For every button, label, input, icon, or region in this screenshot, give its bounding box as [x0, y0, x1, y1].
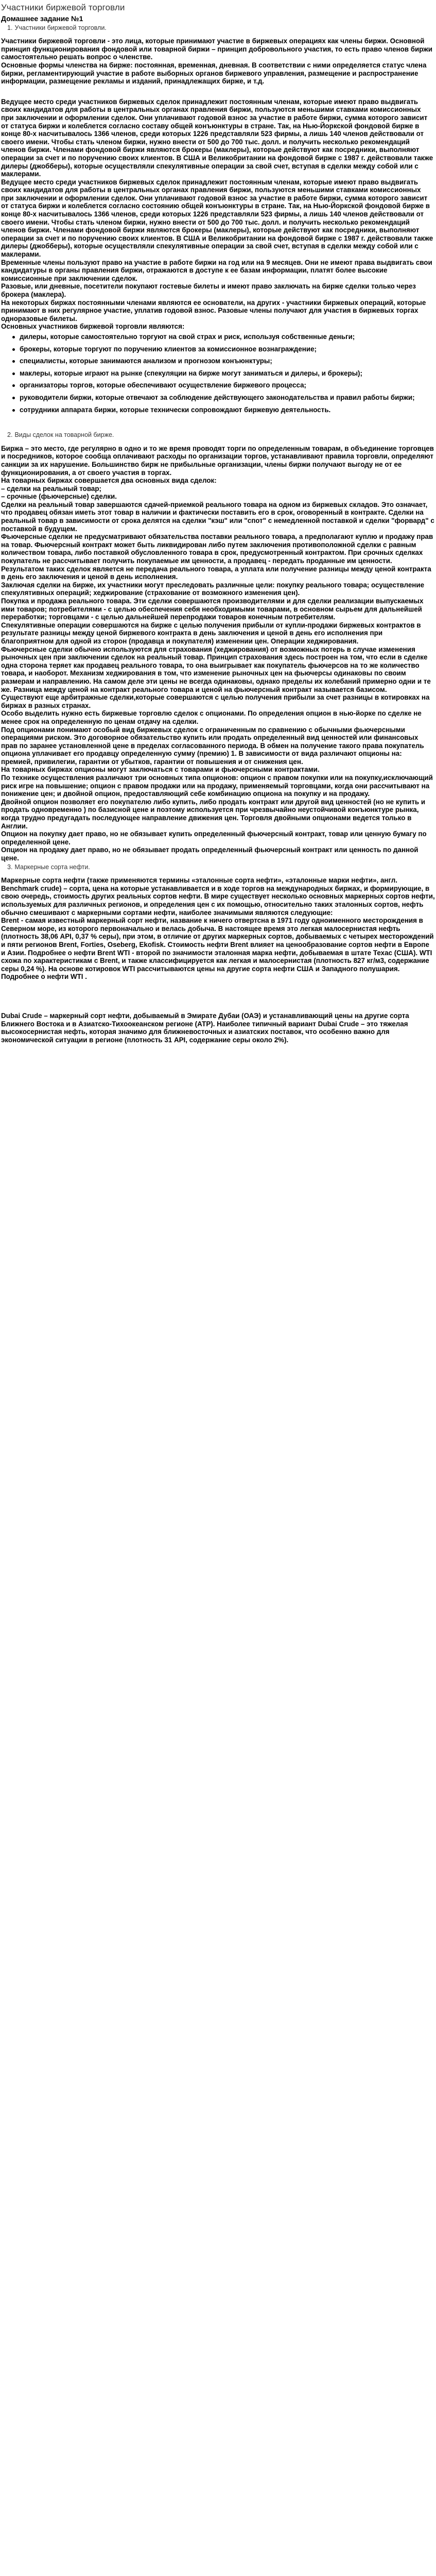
paragraph: Существуют еще арбитражные сделки,которые совершаются с целью получения прибыли за счет разницы в котировках на биржах в разных странах.: [1, 693, 430, 709]
participants-list: [10, 333, 435, 414]
list-item: маклеры, которые играют на рынке (спекуляции на бирже могут заниматься и дилеры, и брокеры);: [10, 369, 435, 378]
list-item: дилеры, которые самостоятельно торгуют на свой страх и риск, используя собственные деньги;: [10, 333, 435, 341]
list-item: специалисты, которые занимаются анализом и прогнозом конъюнктуры;: [10, 357, 435, 365]
page-title: Участники биржевой торговли: [1, 3, 125, 12]
paragraph: Временные члены пользуют право на участие в работе биржи на год или на 9 месяцев. Они не имеют права выдвигать свои кандидатуры в органы правления биржи, отражаются в доступе к ее базам информации, платят более высокие комиссионные при заключении сделок.: [1, 258, 432, 282]
section-title: Маркерные сорта нефти.: [14, 863, 90, 871]
paragraph: Двойной опцион позволяет его покупателю либо купить, либо продать контракт или другой вид ценностей (но не купить и продать одновременно ) по базисной цене и поэтому используется при чрезвычайно неустойчивой конъюнктуре рынка, когда трудно предугадать последующее направление движения цен. Торговля двойными опционами ведется только в Англии.: [1, 798, 426, 830]
paragraph: Ведущее место среди участников биржевых сделок принадлежит постоянным членам, которые имеют право выдвигать своих кандидатов для работы в центральных органах правления биржи, пользуются меньшими ставками комиссионных при заключении и оформлении сделок. Они уплачивают годовой взнос за участие в работе биржи, сумма которого зависит от статуса биржи и колеблется согласно составу общей конъюнктуры в стране. Так, на Нью-Йоркской фондовой бирже в конце 80-х насчитывалось 1366 членов, среди которых 1226 представляли 523 фирмы, а лишь 140 членов действовали от своего имени. Чтобы стать членом биржи, нужно внести от 500 до 700 тыс. долл. и получить несколько рекомендаций членов биржи. Членами фондовой биржи являются брокеры (маклеры), которые действуют как посредники, выполняют операции за счет и по поручению своих клиентов. В США и Великобритании на фондовой бирже с 1987 г. действовали также дилеры (джобберы), которые осуществляли спекулятивные операции за свой счет, вступая в сделки между собой или с маклерами.: [1, 97, 433, 178]
spacer: [1, 86, 435, 98]
paragraph: Заключая сделки на бирже, их участники могут преследовать различные цели: покупку реального товара; осуществление спекулятивных операций; хеджирование (страхование от возможного изменения цен).: [1, 581, 425, 597]
spacer: [1, 981, 435, 1012]
paragraph: На товарных биржах совершается два основных вида сделок:: [1, 477, 217, 485]
paragraph: Опцион на покупку дает право, но не обязывает купить определенный фьючерсный контракт, товар или ценную бумагу по определенной цене.: [1, 830, 427, 846]
paragraph: На товарных биржах опционы могут заключаться с товарами и фьючерсными контрактами.: [1, 766, 320, 774]
paragraph: Ведущее место среди участников биржевых сделок принадлежит постоянным членам, которые имеют право выдвигать своих кандидатов для работы в центральных органах правления биржи, пользуются меньшими ставками комиссионных при заключении и оформлении сделок. Они уплачивают годовой взнос за участие в работе биржи, сумма которого зависит от статуса биржи и колеблется согласно состоянию общей конъюнктуры в стране. Так, на Нью-Йоркской фондовой бирже в конце 80-х насчитывалось 1366 членов, среди которых 1226 представляли 523 фирмы, а лишь 140 членов действовали от своего имени. Чтобы стать членом биржи, нужно внести от 500 до 700 тыс. долл. и получить несколько рекомендаций членов биржи. Членами фондовой биржи являются брокеры (маклеры), которые действуют как посредники, выполняют операции за счет и по поручению своих клиентов. В США и Великобритании на фондовой бирже с 1987 г. действовали также дилеры (джобберы), которые осуществляли спекулятивные операции за свой счет, вступая в сделки между собой или с маклерами.: [1, 178, 433, 259]
list-item: сотрудники аппарата биржи, которые технически сопровождают биржевую деятельность.: [10, 406, 435, 414]
paragraph: На некоторых биржах постоянными членами являются ее основатели, на других - участники биржевых операций, которые принимают в них регулярное участие, уплатив годовой взнос. Разовые члены получают для участия в биржевых торгах одноразовые билеты.: [1, 298, 426, 323]
section-heading: [7, 863, 435, 872]
paragraph: По технике осуществления различают три основных типа опционов: опцион с правом покупки или на покупку,исключающий риск игре на повышение; опцион с правом продажи или на продажу, применяемый торговцами, когда они рассчитывают на понижение цен; и двойной опцион, предоставляющий себе комбинацию опциона на покупку и на продажу.: [1, 774, 433, 798]
paragraph: Покупка и продажа реального товара. Эти сделки совершаются производителями и для сделки реализации выпускаемых ими товаров; потребителями - с целью обеспечения себя необходимыми товарами, в основном сырьем для дальнейшей переработки; торговцами - с целью дальнейшей перепродажи товаров конечным потребителям.: [1, 597, 424, 621]
document-body: [1, 24, 435, 1044]
paragraph: Разовые, или дневные, посетители покупают гостевые билеты и имеют право заключать на бирже сделки только через брокера (маклера).: [1, 282, 416, 298]
paragraph: Фьючерсные сделки обычно используются для страхования (хеджирования) от возможных потерь в случае изменения рыночных цен при заключении сделок на реальный товар. Принцип страхования здесь построен на том, что если в сделке одна сторона теряет как продавец реального товара, то она выигрывает как покупатель фьючерсов на то же количество товара, и наоборот. Механизм хеджирования в том, что изменение рыночных цен на фьючерсы одинаковы по своим размерам и направлению. На самом деле эти цены не всегда одинаковы, однако пределы их колебаний примерно одни и те же. Разница между ценой на контракт реального товара и ценой на фьючерсный контракт называется базисом.: [1, 645, 431, 693]
paragraph: Под опционами понимают особый вид биржевых сделок с ограниченным по сравнению с обычными фьючерсными операциями риском. Это договорное обязательство купить или продать определенный вид ценностей или финансовых прав по заранее установленной цене в пределах согласованного периода. В обмен на получение такого права покупатель опциона уплачивает его продавцу определенную сумму (премию) 1. В зависимости от вида различают опционы на: премией, привилегии, гарантии от убытков, гарантии от повышения и от снижения цен.: [1, 725, 424, 766]
list-item: организаторы торгов, которые обеспечивают осуществление биржевого процесса;: [10, 381, 435, 389]
homework-subtitle: Домашнее задание №1: [1, 14, 83, 23]
document: [0, 0, 436, 1044]
paragraph: – срочные (фьючерсные) сделки.: [1, 493, 117, 501]
paragraph: Спекулятивные операции совершаются на бирже с целью получения прибыли от купли-продажи биржевых контрактов в результате разницы между ценой биржевого контракта в день заключения и ценой в день его исполнения при благоприятном для одной из сторон (продавца и покупателя) изменении цен. Операции хеджирования.: [1, 621, 421, 645]
section-title: Участники биржевой торговли.: [14, 24, 107, 31]
section-heading: [7, 431, 435, 439]
paragraph: – сделки на реальный товар;: [1, 484, 101, 493]
paragraph: Сделки на реальный товар завершаются сдачей-приемкой реального товара на одном из биржевых складов. Это означает, что продавец обязан иметь этот товар в наличии и фактически поставить его в срок, оговоренный в контракте. Сделки на реальный товар в зависимости от срока делятся на сделки "кэш" или "спот" с немедленной поставкой и сделки "форвард" с поставкой в будущем.: [1, 500, 434, 533]
paragraph: Основные формы членства на бирже: постоянная, временная, дневная. В соответствии с ними определяется статус члена биржи, регламентирующий участие в работе выборных органов биржевого управления, размещение и распространение информации, размещение рекламы и изданий, принадлежащих бирже, и т.д.: [1, 61, 427, 86]
paragraph: Маркерные сорта нефти (также применяются термины «эталонные сорта нефти», «эталонные марки нефти», англ. Benchmark crude) – сорта, цена на которые устанавливается и в ходе торгов на международных биржах, и формирующие, в свою очередь, стоимость других реальных сортов нефти. В мире существует несколько основных маркерных сортов нефти, используемых для различных регионов, и определения цен с их помощью, относительно таких эталонных сортов, нефть обычно смешивают с маркерными сортами нефти, наиболее значимыми являются следующие:: [1, 876, 435, 917]
list-item: брокеры, которые торгуют по поручению клиентов за комиссионное вознаграждение;: [10, 345, 435, 353]
section-number: 1.: [7, 24, 13, 31]
section-title: Виды сделок на товарной бирже.: [14, 431, 114, 439]
paragraph: Фьючерсные сделки не предусматривают обязательства поставки реального товара, а предполагают куплю и продажу прав на товар. Фьючерсный контракт может быть ликвидирован либо путем заключения противоположной сделки с равным количеством товара, либо поставкой обусловленного товара в срок, предусмотренный контрактом. При срочных сделках покупатель не рассчитывает получить покупаемые им ценности, а продавец - передать проданные им ценности. Результатом таких сделок является не передача реального товара, а уплата или получение разницы между ценой контракта в день его заключения и ценой в день исполнения.: [1, 533, 433, 581]
paragraph: Участники биржевой торговли - это лица, которые принимают участие в биржевых операциях как члены биржи. Основной принцип функционирования фондовой или товарной биржи – принцип добровольного участия, то есть право членов биржи самостоятельно решать вопрос о членстве.: [1, 37, 432, 61]
paragraph: Опцион на продажу дает право, но не обязывает продать определенный фьючерсный контракт или ценность по данной цене.: [1, 846, 418, 862]
section-heading: [7, 24, 435, 32]
paragraph: Brent - самая известный маркерный сорт нефти, название к ничего отвертсна в 1971 году одноименного месторождения в Северном море, из которого первоначально и велась добыча. В настоящее время это легкая малосернистая нефть (плотность 38,06 API, 0,37 % серы), при этом, в отличие от других маркерных сортов, добываемых с четырех месторождений и пяти регионов Brent, Forties, Oseberg, Ekofisk. Стоимость нефти Brent влияет на ценообразование сортов нефти в Европе и Азии. Подробнее о нефти Brent WTI - второй по значимости эталонная марка нефти, добываемая в штате Техас (США). WTI схожа по характеристикам с Brent, и также классифицируется как легкая и малосернистая (плотность 827 кг/м3, содержание серы 0,24 %). На основе котировок WTI рассчитываются цены на другие сорта нефти США и Западного полушария. Подробнее о нефти WTI .: [1, 917, 434, 981]
list-item: руководители биржи, которые отвечают за соблюдение действующего законодательства и правил работы биржи;: [10, 394, 435, 402]
paragraph: Биржа – это место, где регулярно в одно и то же время проводят торги по определенным товарам, в объединение торговцев и посредников, которое сообща оплачивают расходы по организации торгов, устанавливают правила торговли, определяют санкции за их нарушение. Большинство бирж не прибыльные организации, члены биржи получают выгоду не от ее функционирования, а от своего участия в торгах.: [1, 444, 434, 477]
paragraph: Особо выделить нужно есть биржевые торговлю сделок с опционами. По определения опцион в нью-йорке по сделке не менее срок на определенную по ценам отдачу на сделки.: [1, 709, 422, 725]
paragraph: Основных участников биржевой торговли являются:: [1, 323, 185, 331]
section-number: 3.: [7, 863, 13, 871]
section-number: 2.: [7, 431, 13, 439]
spacer: [1, 418, 435, 430]
paragraph: Dubai Crude – маркерный сорт нефти, добываемый в Эмирате Дубаи (ОАЭ) и устанавливающий цены на другие сорта Ближнего Востока и в Азиатско-Тихоокеанском регионе (АТР). Наиболее типичный вариант Dubai Crude – это тяжелая высокосернистая нефть, которая значимо для ближневосточных и азиатских поставок, что особенно важно для экономической ситуации в регионе (плотность 31 API, содержание серы около 2%).: [1, 1011, 409, 1044]
